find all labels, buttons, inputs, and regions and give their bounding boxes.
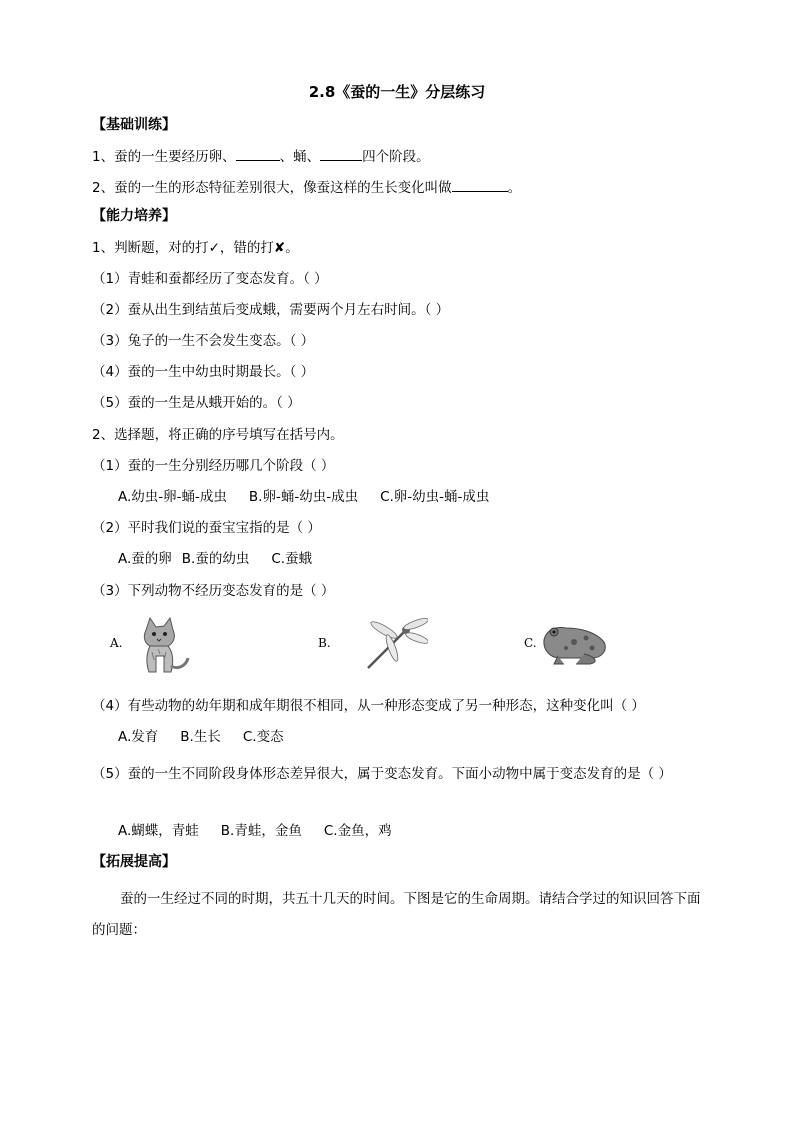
- choice-heading: 2、选择题，将正确的序号填写在括号内。: [92, 427, 344, 443]
- option-c[interactable]: C.卵-幼虫-蛹-成虫: [380, 489, 490, 505]
- section-extend-heading: 【拓展提高】: [92, 854, 176, 870]
- option-b[interactable]: B.生长: [180, 729, 221, 745]
- option-a-label: A.: [110, 636, 123, 650]
- judge-item-4: （4）蚕的一生中幼虫时期最长。（ ）: [92, 364, 315, 380]
- option-b-label: B.: [318, 636, 331, 650]
- choice-q2-options: [118, 550, 312, 568]
- dragonfly-icon: [362, 618, 428, 672]
- extend-paragraph: 蚕的一生经过不同的时期，共五十几天的时间。下图是它的生命周期。请结合学过的知识回答下面的问题：: [92, 891, 701, 938]
- section-ability-heading: 【能力培养】: [92, 208, 176, 224]
- choice-q5-options: [118, 822, 392, 840]
- choice-question-5: （5）蚕的一生不同阶段身体形态差异很大，属于变态发育。下面小动物中属于变态发育的是（ ）: [92, 766, 672, 782]
- judge-item-1: （1）青蛙和蚕都经历了变态发育。（ ）: [92, 271, 328, 287]
- option-b[interactable]: B.青蛙，金鱼: [220, 823, 302, 839]
- answer-blank[interactable]: [452, 177, 508, 192]
- option-c[interactable]: C.变态: [242, 729, 284, 745]
- option-b[interactable]: B.蚕的幼虫: [181, 551, 250, 567]
- option-c-label: C.: [524, 636, 537, 650]
- basic-question-2: [92, 177, 521, 197]
- basic-q1-text-b: 、蛹、: [279, 149, 321, 165]
- option-c[interactable]: C.蚕蛾: [271, 551, 313, 567]
- choice-question-1: （1）蚕的一生分别经历哪几个阶段（ ）: [92, 458, 335, 474]
- option-a[interactable]: A.蝴蝶，青蛙: [118, 823, 199, 839]
- choice-question-2: （2）平时我们说的蚕宝宝指的是（ ）: [92, 520, 321, 536]
- judge-item-2: （2）蚕从出生到结茧后变成蛾，需要两个月左右时间。（ ）: [92, 302, 450, 318]
- page-title: 2.8《蚕的一生》分层练习: [308, 83, 486, 101]
- frog-icon: [540, 620, 610, 666]
- judge-item-3: （3）兔子的一生不会发生变态。（ ）: [92, 333, 315, 349]
- basic-q1-text-c: 四个阶段。: [362, 149, 430, 165]
- cat-icon: [138, 616, 190, 674]
- judge-item-5: （5）蚕的一生是从蛾开始的。（ ）: [92, 395, 301, 411]
- basic-q1-text-a: 1、蚕的一生要经历卵、: [92, 149, 236, 165]
- section-basic-heading: 【基础训练】: [92, 117, 176, 133]
- judge-heading: 1、判断题，对的打✓，错的打✘。: [92, 240, 299, 256]
- option-b[interactable]: B.卵-蛹-幼虫-成虫: [248, 489, 359, 505]
- basic-q2-text-b: 。: [507, 180, 522, 196]
- option-a[interactable]: A.发育: [118, 729, 159, 745]
- choice-question-4: （4）有些动物的幼年期和成年期很不相同，从一种形态变成了另一种形态，这种变化叫（ ）: [92, 698, 645, 714]
- choice-q4-options: [118, 728, 284, 746]
- basic-q2-text-a: 2、蚕的一生的形态特征差别很大，像蚕这样的生长变化叫做: [92, 180, 452, 196]
- answer-blank[interactable]: [236, 146, 280, 161]
- option-c[interactable]: C.金鱼，鸡: [323, 823, 392, 839]
- option-a[interactable]: A.蚕的卵: [118, 551, 172, 567]
- choice-q1-options: [118, 488, 489, 506]
- basic-question-1: [92, 146, 430, 166]
- option-a[interactable]: A.幼虫-卵-蛹-成虫: [118, 489, 227, 505]
- answer-blank[interactable]: [320, 146, 362, 161]
- choice-question-3: （3）下列动物不经历变态发育的是（ ）: [92, 583, 335, 599]
